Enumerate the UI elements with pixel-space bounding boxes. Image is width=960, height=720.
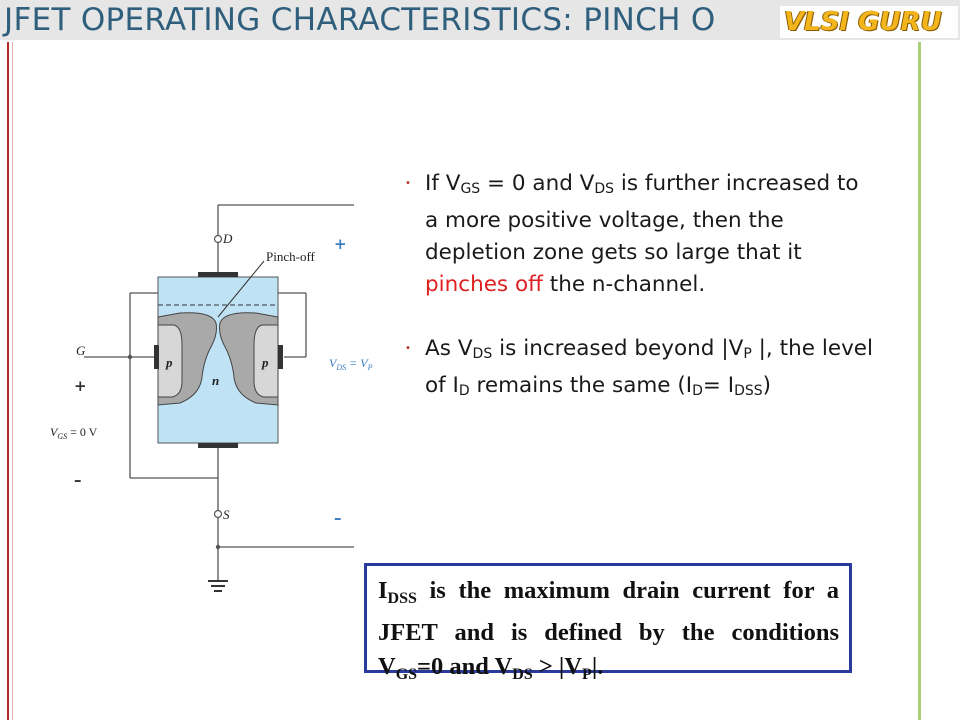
p-right-label: p: [262, 355, 269, 370]
drain-contact: [198, 272, 238, 277]
source-terminal: [215, 511, 222, 518]
source-label: S: [223, 507, 230, 522]
minus-sign-left: –: [74, 471, 82, 489]
vds-label: $V_{DS} = V_P$: [329, 356, 373, 372]
bullet-item-saturation: • As $V_{DS}$ is increased beyond $|V_P$ |, the level of $I_D$ remains the same $(I_D= I_{DSS})$: [405, 333, 873, 407]
idss-definition-box: $I_{DSS}$ is the maximum drain current for a JFET and is defined by the conditions $V_{GS}=0$ and $V_{DS} > |V_P|$.: [364, 563, 852, 673]
bullet-dot-icon: •: [405, 343, 411, 354]
page-title: JFET OPERATING CHARACTERISTICS: PINCH O: [4, 2, 716, 38]
brand-logo: [780, 6, 958, 38]
pinch-off-label: Pinch-off: [266, 249, 315, 264]
bullet-list: [405, 168, 873, 407]
vgs-label: $V_{GS} = 0$ V: [50, 425, 98, 441]
plus-sign-left: +: [74, 377, 87, 395]
left-border-line: [7, 42, 9, 720]
bullet-dot-icon: •: [405, 178, 411, 189]
title-bar: [0, 0, 960, 40]
n-channel-label: n: [212, 373, 220, 388]
highlight-text: pinches off: [425, 272, 543, 297]
p-left-label: p: [166, 355, 173, 370]
left-border-line-thin: [12, 42, 13, 720]
gate-node: [128, 355, 132, 359]
gate-contact-left: [154, 345, 159, 369]
gate-contact-right: [278, 345, 283, 369]
drain-label: D: [223, 231, 233, 246]
ground-icon: [208, 581, 228, 591]
bullet-item-pinch-off: • If $V_{GS} = 0$ and $V_{DS}$ is further increased to a more positive voltage, then the depletion zone gets so large that it pinches off the n-channel.: [405, 168, 873, 301]
right-border-line: [918, 42, 921, 720]
source-node: [216, 545, 220, 549]
jfet-pinch-off-diagram: [40, 195, 373, 605]
drain-terminal: [215, 236, 222, 243]
minus-sign-right: –: [334, 509, 342, 527]
logo-text: VLSI GURU: [784, 7, 942, 37]
plus-sign-right: +: [334, 235, 347, 253]
gate-label: G: [76, 343, 86, 358]
source-contact: [198, 443, 238, 448]
